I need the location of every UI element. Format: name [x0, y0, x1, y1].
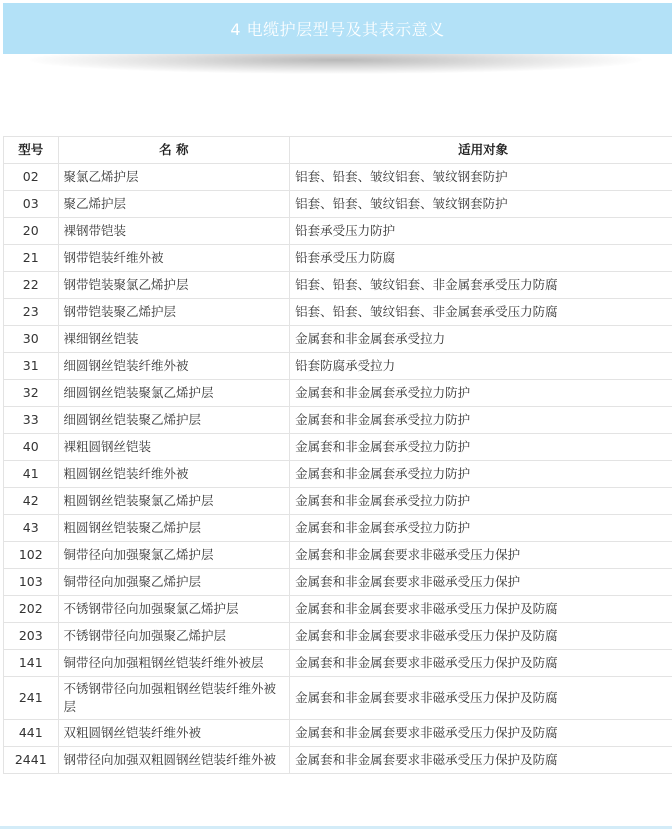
table-row [4, 650, 672, 677]
cell-use: 铅套承受压力防护 [290, 218, 672, 245]
cell-use: 金属套和非金属套承受拉力防护 [290, 434, 672, 461]
cell-use: 金属套和非金属套要求非磁承受压力保护及防腐 [290, 720, 672, 747]
cell-model: 02 [4, 164, 59, 191]
cell-name: 铜带径向加强聚氯乙烯护层 [58, 542, 290, 569]
cell-use: 金属套和非金属套承受拉力防护 [290, 461, 672, 488]
cell-name: 粗圆钢丝铠装聚氯乙烯护层 [58, 488, 290, 515]
table-row [4, 380, 672, 407]
table-row [4, 353, 672, 380]
section-title: 4 电缆护层型号及其表示意义 [230, 20, 445, 39]
cell-model: 43 [4, 515, 59, 542]
table-row [4, 164, 672, 191]
cell-name: 细圆钢丝铠装聚乙烯护层 [58, 407, 290, 434]
cell-use: 金属套和非金属套要求非磁承受压力保护及防腐 [290, 623, 672, 650]
cell-name: 铜带径向加强粗钢丝铠装纤维外被层 [58, 650, 290, 677]
cell-name: 细圆钢丝铠装纤维外被 [58, 353, 290, 380]
cell-model: 103 [4, 569, 59, 596]
table-row [4, 542, 672, 569]
table-row [4, 596, 672, 623]
cell-model: 30 [4, 326, 59, 353]
cell-model: 21 [4, 245, 59, 272]
cell-model: 03 [4, 191, 59, 218]
cell-name: 粗圆钢丝铠装纤维外被 [58, 461, 290, 488]
cell-model: 32 [4, 380, 59, 407]
cell-use: 金属套和非金属套承受拉力防护 [290, 515, 672, 542]
cell-model: 23 [4, 299, 59, 326]
table-row [4, 299, 672, 326]
table-row [4, 720, 672, 747]
cell-name: 钢带铠装聚氯乙烯护层 [58, 272, 290, 299]
cell-name: 钢带径向加强双粗圆钢丝铠装纤维外被 [58, 747, 290, 774]
cell-model: 241 [4, 677, 59, 720]
section-title-banner [3, 3, 672, 54]
cell-model: 20 [4, 218, 59, 245]
cell-use: 金属套和非金属套要求非磁承受压力保护及防腐 [290, 596, 672, 623]
cell-use: 金属套和非金属套要求非磁承受压力保护 [290, 569, 672, 596]
cell-use: 铝套、铅套、皱纹铝套、非金属套承受压力防腐 [290, 272, 672, 299]
table-row [4, 272, 672, 299]
cell-name: 粗圆钢丝铠装聚乙烯护层 [58, 515, 290, 542]
cell-name: 双粗圆钢丝铠装纤维外被 [58, 720, 290, 747]
cell-name: 细圆钢丝铠装聚氯乙烯护层 [58, 380, 290, 407]
cell-use: 铝套、铅套、皱纹铝套、皱纹钢套防护 [290, 164, 672, 191]
table-row [4, 326, 672, 353]
cell-use: 金属套和非金属套要求非磁承受压力保护及防腐 [290, 677, 672, 720]
cell-model: 2441 [4, 747, 59, 774]
table-row [4, 218, 672, 245]
table-row [4, 677, 672, 720]
header-use: 适用对象 [290, 137, 672, 164]
cell-use: 金属套和非金属套承受拉力防护 [290, 380, 672, 407]
cell-use: 金属套和非金属套要求非磁承受压力保护 [290, 542, 672, 569]
header-model: 型号 [4, 137, 59, 164]
cell-name: 聚氯乙烯护层 [58, 164, 290, 191]
table-row [4, 245, 672, 272]
cell-name: 裸钢带铠装 [58, 218, 290, 245]
header-name: 名 称 [58, 137, 290, 164]
table-row [4, 461, 672, 488]
table-row [4, 488, 672, 515]
cell-model: 42 [4, 488, 59, 515]
table-header-row [4, 137, 672, 164]
cell-name: 不锈钢带径向加强聚氯乙烯护层 [58, 596, 290, 623]
cell-name: 聚乙烯护层 [58, 191, 290, 218]
cell-model: 41 [4, 461, 59, 488]
cell-use: 铝套、铅套、皱纹铝套、非金属套承受压力防腐 [290, 299, 672, 326]
cell-name: 钢带铠装纤维外被 [58, 245, 290, 272]
table-row [4, 623, 672, 650]
table-row [4, 515, 672, 542]
cell-model: 202 [4, 596, 59, 623]
cell-use: 铝套、铅套、皱纹铝套、皱纹钢套防护 [290, 191, 672, 218]
cell-model: 203 [4, 623, 59, 650]
cell-use: 金属套和非金属套承受拉力 [290, 326, 672, 353]
table-row [4, 434, 672, 461]
cell-use: 金属套和非金属套要求非磁承受压力保护及防腐 [290, 747, 672, 774]
cell-use: 金属套和非金属套承受拉力防护 [290, 488, 672, 515]
cell-name: 铜带径向加强聚乙烯护层 [58, 569, 290, 596]
cell-use: 铅套防腐承受拉力 [290, 353, 672, 380]
cell-use: 金属套和非金属套承受拉力防护 [290, 407, 672, 434]
cell-model: 33 [4, 407, 59, 434]
cell-model: 141 [4, 650, 59, 677]
cell-name: 不锈钢带径向加强聚乙烯护层 [58, 623, 290, 650]
cell-model: 22 [4, 272, 59, 299]
cell-use: 金属套和非金属套要求非磁承受压力保护及防腐 [290, 650, 672, 677]
cell-use: 铅套承受压力防腐 [290, 245, 672, 272]
cell-name: 裸细钢丝铠装 [58, 326, 290, 353]
table-row [4, 569, 672, 596]
cell-model: 102 [4, 542, 59, 569]
table-row [4, 747, 672, 774]
cell-model: 441 [4, 720, 59, 747]
cell-name: 钢带铠装聚乙烯护层 [58, 299, 290, 326]
cable-sheath-table [3, 136, 672, 774]
cell-model: 31 [4, 353, 59, 380]
cell-model: 40 [4, 434, 59, 461]
table-row [4, 191, 672, 218]
cell-name: 不锈钢带径向加强粗钢丝铠装纤维外被层 [58, 677, 290, 720]
cell-name: 裸粗圆钢丝铠装 [58, 434, 290, 461]
table-row [4, 407, 672, 434]
